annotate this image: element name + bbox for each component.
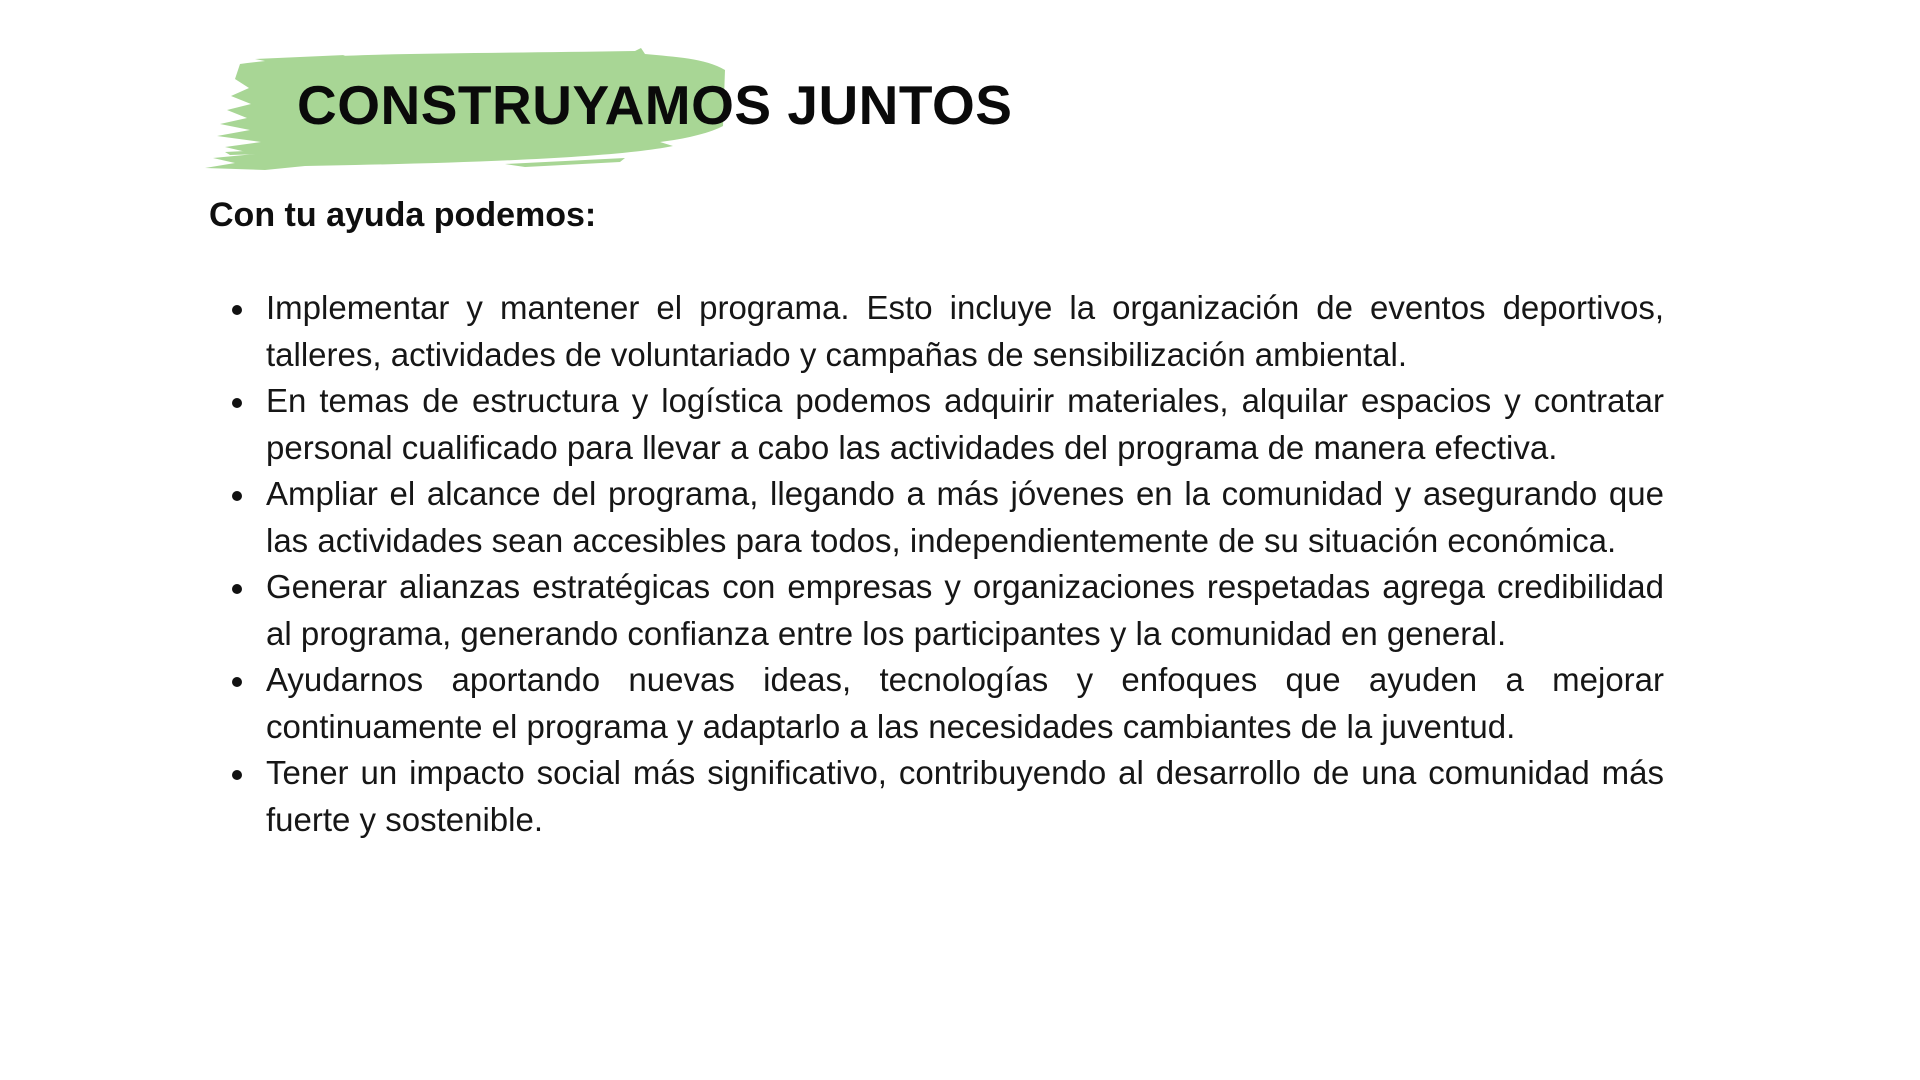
page-title: CONSTRUYAMOS JUNTOS [297,74,1013,136]
bullet-icon [232,491,242,501]
list-item [266,750,1664,843]
list-item-text: Ayudarnos aportando nuevas ideas, tecnologías y enfoques que ayuden a mejorar continuamente el programa y adaptarlo a las necesidades cambiantes de la juventud. [266,661,1664,745]
list-item [266,378,1664,471]
list-item-text: Ampliar el alcance del programa, llegando a más jóvenes en la comunidad y asegurando que las actividades sean accesibles para todos, independientemente de su situación económica. [266,475,1664,559]
bullet-icon [232,677,242,687]
bullet-icon [232,770,242,780]
bullet-icon [232,305,242,315]
list-item-text: Implementar y mantener el programa. Esto incluye la organización de eventos deportivos, talleres, actividades de voluntariado y campañas de sensibilización ambiental. [266,289,1664,373]
list-item-text: Generar alianzas estratégicas con empresas y organizaciones respetadas agrega credibilidad al programa, generando confianza entre los participantes y la comunidad en general. [266,568,1664,652]
intro-text: Con tu ayuda podemos: [209,196,597,234]
list-item [266,564,1664,657]
list-item [266,285,1664,378]
list-item-text: En temas de estructura y logística podemos adquirir materiales, alquilar espacios y contratar personal cualificado para llevar a cabo las actividades del programa de manera efectiva. [266,382,1664,466]
page-header [205,44,1025,176]
list-item [266,657,1664,750]
benefits-list [266,285,1664,843]
bullet-icon [232,398,242,408]
bullet-icon [232,584,242,594]
list-item [266,471,1664,564]
list-item-text: Tener un impacto social más significativo, contribuyendo al desarrollo de una comunidad más fuerte y sostenible. [266,754,1664,838]
